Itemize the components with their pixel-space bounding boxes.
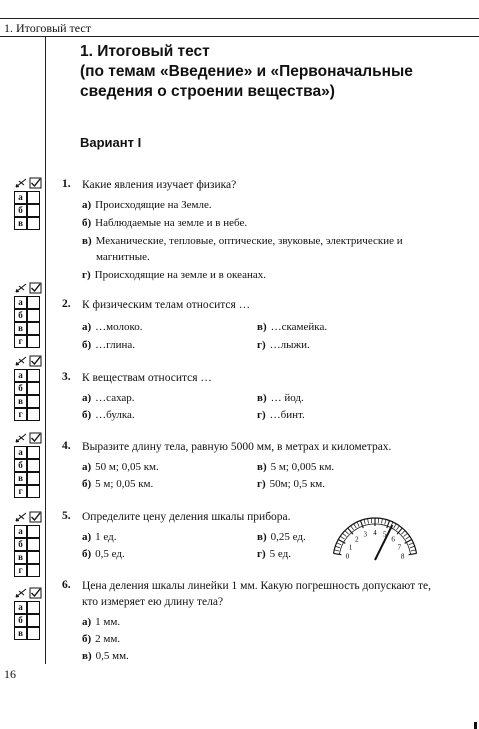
answer-checkbox[interactable]	[27, 382, 40, 395]
answer-letter: в	[14, 322, 27, 335]
header-rule-top	[0, 18, 479, 19]
pencil-check-icon	[2, 511, 42, 523]
option-b: б) …булка.	[82, 409, 135, 421]
gauge-major-tick	[348, 528, 353, 534]
gauge-label: 1	[348, 543, 353, 552]
answer-letter: б	[14, 309, 27, 322]
answer-letter: г	[14, 408, 27, 421]
gauge-minor-tick	[406, 536, 410, 539]
option-a: а) 1 ед.	[82, 531, 117, 543]
answer-checkbox[interactable]	[27, 538, 40, 551]
question-number: 1.	[62, 178, 71, 190]
answer-checkbox[interactable]	[27, 446, 40, 459]
header-rule	[0, 36, 479, 37]
gauge-minor-tick	[340, 536, 344, 539]
question-text: Определите цену деления шкалы прибора.	[82, 511, 291, 523]
question-text: Какие явления изучает физика?	[82, 179, 237, 191]
option-a: а) 1 мм.	[82, 616, 121, 628]
gauge-minor-tick	[345, 531, 349, 535]
answer-checkbox[interactable]	[27, 459, 40, 472]
gauge-label: 3	[363, 530, 368, 539]
gauge-minor-tick	[357, 522, 359, 527]
answer-checkbox[interactable]	[27, 335, 40, 348]
answer-option-row	[14, 525, 40, 537]
answer-checkbox[interactable]	[27, 627, 40, 640]
answer-letter: а	[14, 191, 27, 204]
question-number: 5.	[62, 510, 71, 522]
option-v: в) 5 м; 0,005 км.	[257, 461, 335, 473]
gauge-minor-tick	[409, 543, 414, 545]
option-v: в) … йод.	[257, 392, 304, 404]
pencil-check-icon	[2, 432, 42, 444]
answer-letter: б	[14, 538, 27, 551]
gauge-minor-tick	[396, 526, 399, 530]
answer-checkbox[interactable]	[27, 309, 40, 322]
answer-option-row	[14, 564, 40, 576]
margin-rule	[45, 36, 46, 664]
answer-letter: г	[14, 485, 27, 498]
answer-option-row	[14, 395, 40, 407]
question-text: Цена деления шкалы линейки 1 мм. Какую погрешность допускают те,	[82, 580, 431, 592]
answer-option-row	[14, 382, 40, 394]
answer-option-row	[14, 296, 40, 308]
answer-letter: б	[14, 614, 27, 627]
answer-letter: а	[14, 369, 27, 382]
answer-checkbox[interactable]	[27, 322, 40, 335]
gauge-minor-tick	[337, 543, 342, 545]
gauge-minor-tick	[335, 546, 340, 548]
option-g: г) 50м; 0,5 км.	[257, 478, 325, 490]
gauge-minor-tick	[364, 519, 365, 524]
answer-letter: а	[14, 446, 27, 459]
option-a: а) …молоко.	[82, 321, 143, 333]
option-a: а) Происходящие на Земле.	[82, 199, 212, 211]
answer-letter: б	[14, 382, 27, 395]
pencil-check-icon	[2, 282, 42, 294]
edge-mark	[474, 722, 477, 729]
option-v: в) 0,25 ед.	[257, 531, 306, 543]
option-g: г) …лыжи.	[257, 339, 310, 351]
answer-checkbox[interactable]	[27, 204, 40, 217]
answer-option-row	[14, 204, 40, 216]
answer-letter: а	[14, 296, 27, 309]
pencil-check-icon	[2, 587, 42, 599]
answer-checkbox[interactable]	[27, 564, 40, 577]
pencil-check-icon	[2, 177, 42, 189]
answer-checkbox[interactable]	[27, 551, 40, 564]
question-text: К веществам относится …	[82, 372, 212, 384]
gauge-major-tick	[397, 528, 402, 534]
answer-option-row	[14, 335, 40, 347]
answer-checkbox[interactable]	[27, 601, 40, 614]
answer-letter: в	[14, 217, 27, 230]
answer-checkbox[interactable]	[27, 369, 40, 382]
answer-letter: а	[14, 525, 27, 538]
answer-letter: б	[14, 204, 27, 217]
answer-option-row	[14, 322, 40, 334]
scale-gauge-figure	[330, 512, 420, 562]
answer-letter: г	[14, 564, 27, 577]
gauge-major-tick	[409, 553, 417, 554]
gauge-label: 2	[355, 535, 359, 544]
option-g: г) Происходящие на земле и в океанах.	[82, 269, 267, 281]
answer-checkbox[interactable]	[27, 408, 40, 421]
gauge-minor-tick	[354, 524, 357, 528]
pencil-check-icon	[2, 355, 42, 367]
gauge-minor-tick	[394, 524, 397, 528]
answer-option-row	[14, 601, 40, 613]
question-number: 6.	[62, 579, 71, 591]
answer-checkbox[interactable]	[27, 472, 40, 485]
answer-checkbox[interactable]	[27, 217, 40, 230]
answer-option-row	[14, 459, 40, 471]
gauge-label: 5	[382, 530, 387, 539]
gauge-minor-tick	[411, 550, 416, 551]
question-text: К физическим телам относится …	[82, 299, 251, 311]
option-a: а) 50 м; 0,05 км.	[82, 461, 159, 473]
gauge-minor-tick	[343, 533, 347, 536]
answer-letter: г	[14, 335, 27, 348]
question-text-cont: кто измеряет ею длину тела?	[82, 596, 224, 608]
title-line-1: 1. Итоговый тест	[80, 43, 210, 60]
answer-checkbox[interactable]	[27, 191, 40, 204]
gauge-label: 6	[391, 535, 395, 544]
gauge-minor-tick	[382, 519, 383, 524]
title-line-2: (по темам «Введение» и «Первоначальные	[80, 63, 413, 80]
question-number: 4.	[62, 440, 71, 452]
gauge-label: 8	[400, 552, 405, 561]
variant-heading: Вариант I	[80, 135, 142, 150]
answer-letter: б	[14, 459, 27, 472]
gauge-minor-tick	[385, 519, 386, 524]
answer-letter: а	[14, 601, 27, 614]
answer-checkbox[interactable]	[27, 296, 40, 309]
gauge-label: 7	[397, 543, 402, 552]
option-b: б) 2 мм.	[82, 633, 121, 645]
answer-letter: в	[14, 472, 27, 485]
answer-option-row	[14, 485, 40, 497]
gauge-minor-tick	[401, 531, 405, 535]
answer-checkbox[interactable]	[27, 525, 40, 538]
answer-option-row	[14, 538, 40, 550]
option-a: а) …сахар.	[82, 392, 135, 404]
option-b: б) …глина.	[82, 339, 136, 351]
answer-option-row	[14, 191, 40, 203]
section-header: 1. Итоговый тест	[4, 21, 91, 35]
answer-option-row	[14, 627, 40, 639]
question-number: 2.	[62, 298, 71, 310]
answer-checkbox[interactable]	[27, 614, 40, 627]
question-number: 3.	[62, 371, 71, 383]
gauge-label: 4	[373, 529, 377, 537]
option-v: в) Механические, тепловые, оптические, звуковые, электрические и	[82, 235, 403, 247]
answer-option-row	[14, 408, 40, 420]
gauge-minor-tick	[368, 519, 369, 524]
title-line-3: сведения о строении вещества»)	[80, 83, 335, 100]
answer-letter: в	[14, 395, 27, 408]
answer-option-row	[14, 551, 40, 563]
answer-option-row	[14, 446, 40, 458]
answer-letter: в	[14, 627, 27, 640]
option-v: в) 0,5 мм.	[82, 650, 129, 662]
gauge-minor-tick	[351, 526, 354, 530]
option-b: б) Наблюдаемые на земле и в небе.	[82, 217, 248, 229]
answer-option-row	[14, 217, 40, 229]
answer-checkbox[interactable]	[27, 395, 40, 408]
option-v: в) …скамейка.	[257, 321, 328, 333]
answer-letter: в	[14, 551, 27, 564]
option-g: г) …бинт.	[257, 409, 305, 421]
option-g: г) 5 ед.	[257, 548, 292, 560]
page-number: 16	[4, 667, 16, 681]
option-v-cont: магнитные.	[96, 251, 150, 263]
gauge-minor-tick	[334, 550, 339, 551]
answer-option-row	[14, 369, 40, 381]
gauge-minor-tick	[410, 546, 415, 548]
answer-option-row	[14, 472, 40, 484]
gauge-label: 0	[345, 552, 350, 561]
answer-option-row	[14, 614, 40, 626]
gauge-minor-tick	[404, 533, 408, 536]
gauge-major-tick	[334, 553, 342, 554]
option-b: б) 5 м; 0,05 км.	[82, 478, 154, 490]
answer-checkbox[interactable]	[27, 485, 40, 498]
answer-option-row	[14, 309, 40, 321]
option-b: б) 0,5 ед.	[82, 548, 125, 560]
page-title	[80, 42, 460, 102]
question-text: Выразите длину тела, равную 5000 мм, в метрах и километрах.	[82, 441, 392, 453]
